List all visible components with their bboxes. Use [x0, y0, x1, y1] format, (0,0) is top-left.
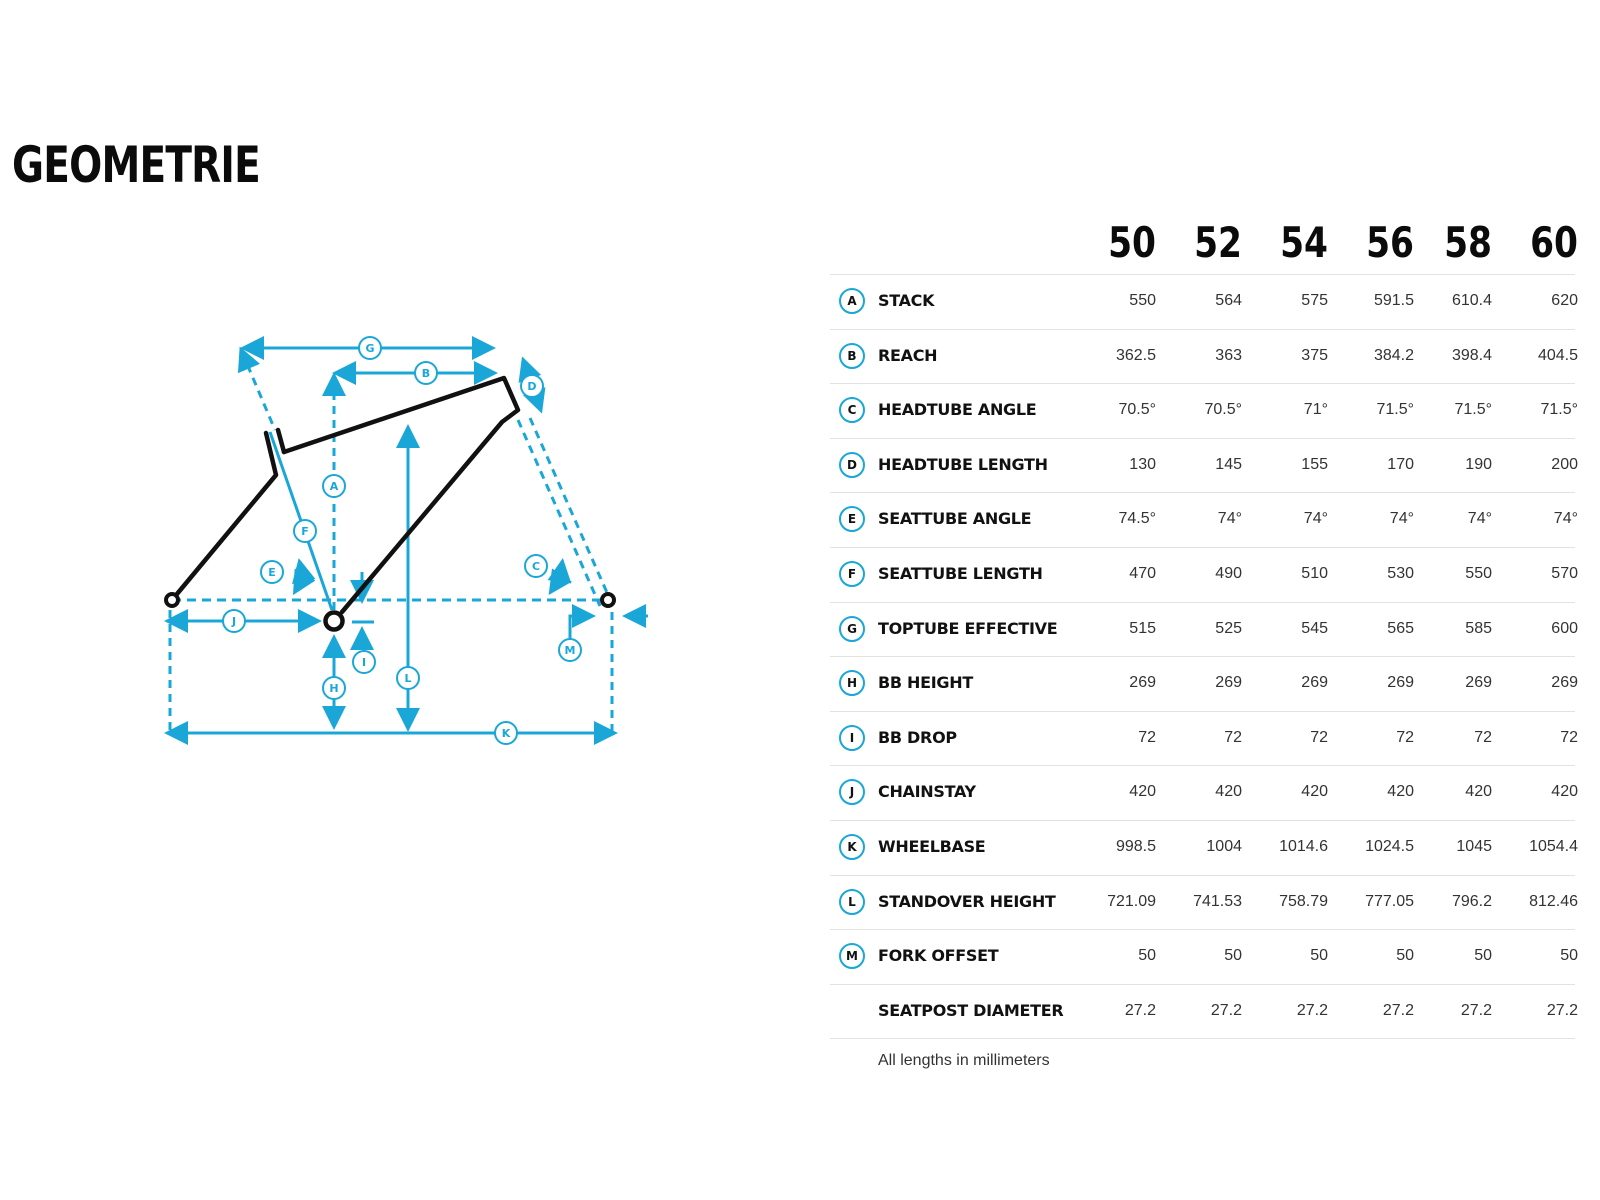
table-cell: 170 — [1387, 455, 1414, 473]
table-cell: 74° — [1303, 510, 1328, 528]
table-cell: 620 — [1551, 292, 1578, 309]
bike-geometry-diagram — [0, 300, 700, 760]
table-cell: 585 — [1465, 619, 1492, 637]
table-cell: 27.2 — [1546, 1001, 1578, 1019]
row-key-badge: A — [839, 288, 865, 314]
table-cell: 610.4 — [1451, 292, 1492, 309]
table-cell: 50 — [1138, 947, 1156, 965]
table-cell: 1014.6 — [1279, 837, 1328, 855]
table-cell: 375 — [1301, 346, 1328, 364]
row-label: CHAINSTAY — [878, 782, 976, 802]
table-row — [830, 930, 1578, 985]
table-cell: 812.46 — [1529, 892, 1578, 910]
row-label: SEATPOST DIAMETER — [878, 1000, 1064, 1020]
row-key-badge: M — [839, 943, 865, 969]
row-label: SEATTUBE LENGTH — [878, 563, 1043, 583]
table-cell: 564 — [1215, 292, 1242, 309]
table-cell: 27.2 — [1460, 1001, 1492, 1019]
row-key-badge: J — [839, 779, 865, 805]
table-cell: 27.2 — [1382, 1001, 1414, 1019]
table-cell: 758.79 — [1279, 892, 1328, 910]
table-cell: 470 — [1129, 564, 1156, 582]
table-cell: 570 — [1551, 564, 1578, 582]
row-key-badge: L — [839, 889, 865, 915]
label-e: E — [268, 566, 276, 579]
table-row — [830, 876, 1578, 931]
table-cell: 70.5° — [1118, 401, 1156, 419]
row-label: BB DROP — [878, 727, 957, 747]
label-g: G — [365, 342, 375, 355]
row-key-badge: G — [839, 616, 865, 642]
table-cell: 545 — [1301, 619, 1328, 637]
label-i: I — [361, 656, 367, 669]
table-cell: 530 — [1387, 564, 1414, 582]
table-row — [830, 603, 1578, 658]
label-a: A — [329, 480, 339, 493]
table-cell: 1045 — [1456, 837, 1492, 855]
table-cell: 72 — [1310, 728, 1328, 746]
table-row — [830, 330, 1578, 385]
table-cell: 515 — [1129, 619, 1156, 637]
table-cell: 155 — [1301, 455, 1328, 473]
table-cell: 269 — [1301, 674, 1328, 692]
table-cell: 362.5 — [1115, 346, 1156, 364]
table-cell: 145 — [1215, 455, 1242, 473]
table-cell: 72 — [1396, 728, 1414, 746]
row-label: STACK — [878, 291, 935, 310]
table-cell: 27.2 — [1124, 1001, 1156, 1019]
table-cell: 777.05 — [1365, 892, 1414, 910]
table-cell: 27.2 — [1210, 1001, 1242, 1019]
table-cell: 575 — [1301, 292, 1328, 309]
table-row — [830, 712, 1578, 767]
table-cell: 398.4 — [1451, 346, 1492, 364]
row-key-badge: D — [839, 452, 865, 478]
row-key-badge: E — [839, 506, 865, 532]
table-cell: 50 — [1396, 947, 1414, 965]
row-key-badge: F — [839, 561, 865, 587]
table-cell: 420 — [1551, 783, 1578, 801]
table-cell: 190 — [1465, 455, 1492, 473]
table-cell: 200 — [1551, 455, 1578, 473]
row-key-badge: H — [839, 670, 865, 696]
table-cell: 71.5° — [1540, 401, 1578, 419]
table-cell: 600 — [1551, 619, 1578, 637]
label-c: C — [531, 560, 541, 573]
table-cell: 70.5° — [1204, 401, 1242, 419]
table-cell: 72 — [1224, 728, 1242, 746]
row-label: BB HEIGHT — [878, 673, 973, 693]
table-cell: 363 — [1215, 346, 1242, 364]
units-footnote: All lengths in millimeters — [878, 1052, 1050, 1069]
row-label: TOPTUBE EFFECTIVE — [878, 618, 1058, 638]
table-cell: 796.2 — [1451, 892, 1492, 910]
table-cell: 71.5° — [1454, 401, 1492, 419]
row-label: REACH — [878, 345, 938, 365]
size-52-header: 52 — [1194, 218, 1242, 267]
label-h: H — [329, 682, 339, 695]
table-cell: 269 — [1387, 674, 1414, 692]
table-cell: 72 — [1474, 728, 1492, 746]
table-cell: 74° — [1553, 510, 1578, 528]
label-l: L — [404, 672, 412, 685]
table-cell: 27.2 — [1296, 1001, 1328, 1019]
table-cell: 50 — [1224, 947, 1242, 965]
table-cell: 525 — [1215, 619, 1242, 637]
table-cell: 130 — [1129, 455, 1156, 473]
row-key-badge: I — [839, 725, 865, 751]
table-cell: 72 — [1560, 728, 1578, 746]
table-cell: 1004 — [1206, 837, 1242, 855]
table-cell: 490 — [1215, 564, 1242, 582]
table-cell: 550 — [1129, 292, 1156, 309]
row-label: WHEELBASE — [878, 836, 986, 856]
row-key-badge: K — [839, 834, 865, 860]
row-label: SEATTUBE ANGLE — [878, 509, 1032, 529]
table-row — [830, 439, 1578, 494]
label-d: D — [527, 380, 537, 393]
table-cell: 74° — [1389, 510, 1414, 528]
size-56-header: 56 — [1366, 218, 1414, 267]
table-cell: 50 — [1560, 947, 1578, 965]
row-key-badge: C — [839, 397, 865, 423]
row-label: STANDOVER HEIGHT — [878, 891, 1056, 911]
row-key-badge: B — [839, 343, 865, 369]
table-cell: 1024.5 — [1365, 837, 1414, 855]
table-cell: 74.5° — [1118, 510, 1156, 528]
label-b: B — [421, 367, 431, 380]
table-cell: 420 — [1465, 783, 1492, 801]
table-cell: 269 — [1215, 674, 1242, 692]
size-60-header: 60 — [1530, 218, 1578, 267]
table-cell: 269 — [1465, 674, 1492, 692]
table-row — [830, 657, 1578, 712]
size-50-header: 50 — [1108, 218, 1156, 267]
geometry-table — [830, 210, 1578, 1039]
table-cell: 269 — [1551, 674, 1578, 692]
table-cell: 741.53 — [1193, 892, 1242, 910]
table-row — [830, 548, 1578, 603]
table-row — [830, 493, 1578, 548]
table-cell: 550 — [1465, 564, 1492, 582]
table-row — [830, 821, 1578, 876]
label-f: F — [301, 525, 309, 538]
table-cell: 404.5 — [1537, 346, 1578, 364]
table-cell: 74° — [1467, 510, 1492, 528]
row-label: HEADTUBE LENGTH — [878, 454, 1048, 474]
page-title: GEOMETRIE — [12, 136, 261, 194]
table-cell: 420 — [1215, 783, 1242, 801]
table-row — [830, 766, 1578, 821]
table-cell: 420 — [1387, 783, 1414, 801]
row-label: HEADTUBE ANGLE — [878, 400, 1037, 420]
table-cell: 269 — [1129, 674, 1156, 692]
label-m: M — [564, 644, 576, 657]
table-cell: 998.5 — [1115, 837, 1156, 855]
row-label: FORK OFFSET — [878, 946, 999, 966]
geometry-rows — [830, 275, 1578, 1039]
size-54-header: 54 — [1280, 218, 1328, 267]
table-cell: 71° — [1303, 401, 1328, 419]
size-header-row — [830, 210, 1578, 275]
table-cell: 72 — [1138, 728, 1156, 746]
table-cell: 721.09 — [1107, 892, 1156, 910]
table-cell: 71.5° — [1376, 401, 1414, 419]
table-row — [830, 384, 1578, 439]
table-cell: 420 — [1301, 783, 1328, 801]
table-cell: 510 — [1301, 564, 1328, 582]
table-row — [830, 985, 1578, 1040]
table-cell: 1054.4 — [1529, 837, 1578, 855]
table-cell: 565 — [1387, 619, 1414, 637]
table-cell: 50 — [1474, 947, 1492, 965]
label-k: K — [501, 727, 511, 740]
table-cell: 591.5 — [1373, 292, 1414, 309]
size-58-header: 58 — [1444, 218, 1492, 267]
label-j: J — [231, 615, 237, 628]
table-cell: 50 — [1310, 947, 1328, 965]
table-cell: 384.2 — [1373, 346, 1414, 364]
table-cell: 74° — [1217, 510, 1242, 528]
table-row — [830, 275, 1578, 330]
table-cell: 420 — [1129, 783, 1156, 801]
